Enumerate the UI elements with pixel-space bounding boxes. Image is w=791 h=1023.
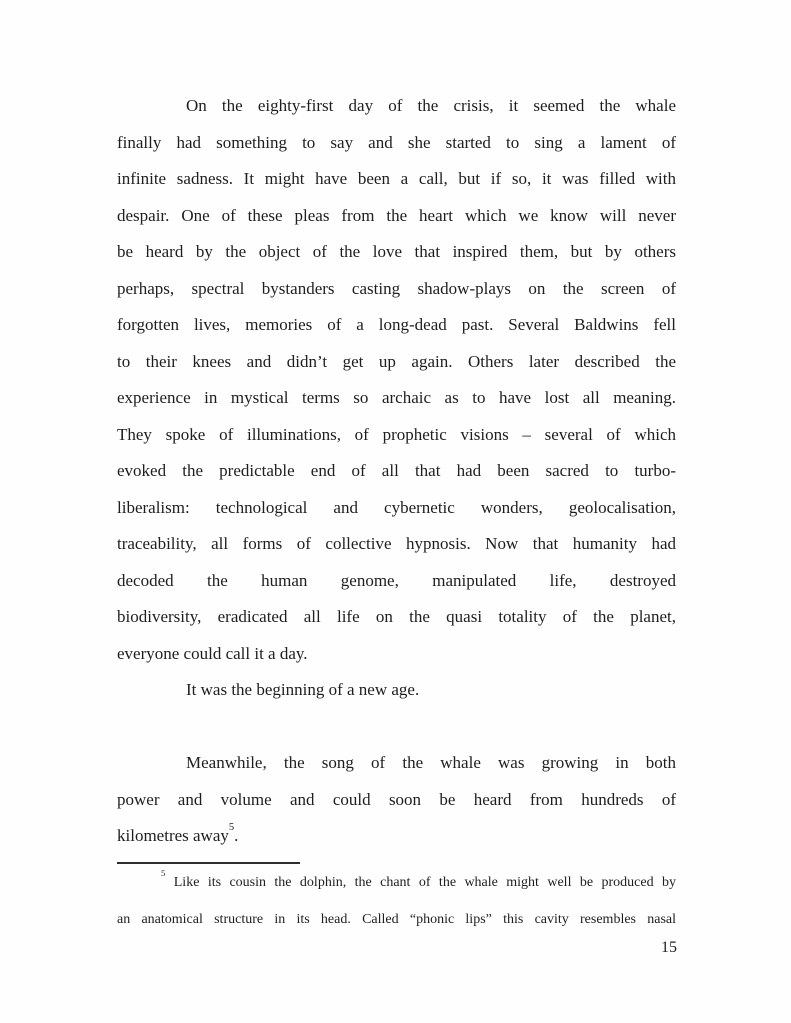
footnote-marker-5: 5	[161, 867, 166, 878]
text-line: infinite sadness. It might have been a call, but if so, it was filled with	[117, 169, 676, 188]
text-line: be heard by the object of the love that inspired them, but by others	[117, 242, 676, 261]
text-line: biodiversity, eradicated all life on the quasi totality of the planet,	[117, 607, 676, 626]
footnote-line	[117, 864, 676, 901]
text-line: They spoke of illuminations, of prophetic visions – several of which	[117, 424, 676, 444]
text-line	[117, 818, 676, 855]
text-line: On the eighty-first day of the crisis, it seemed the whale	[186, 96, 676, 115]
footnote-text-segment: Like its cousin the dolphin, the chant of the whale might well be produced by	[165, 874, 676, 890]
text-line: perhaps, spectral bystanders casting shadow-plays on the screen of	[117, 278, 676, 298]
text-line: evoked the predictable end of all that had been sacred to turbo-	[117, 461, 676, 480]
paragraph-3	[117, 745, 676, 855]
text-line: everyone could call it a day.	[117, 643, 308, 663]
paragraph-1	[117, 88, 676, 672]
page-body	[117, 88, 676, 938]
text-segment: .	[234, 826, 239, 845]
page-number: 15	[661, 939, 677, 956]
text-segment: kilometres away	[117, 826, 229, 845]
text-line: despair. One of these pleas from the heart which we know will never	[117, 205, 676, 225]
text-line: decoded the human genome, manipulated life, destroyed	[117, 570, 676, 590]
text-line: experience in mystical terms so archaic as to have lost all meaning.	[117, 388, 676, 407]
footnote-line: an anatomical structure in its head. Called “phonic lips” this cavity resembles nasal	[117, 911, 676, 927]
text-line: Meanwhile, the song of the whale was growing in both	[186, 753, 676, 772]
text-line: liberalism: technological and cybernetic wonders, geolocalisation,	[117, 497, 676, 517]
blank-line	[117, 709, 676, 746]
paragraph-2	[117, 672, 676, 709]
text-line: power and volume and could soon be heard from hundreds of	[117, 789, 676, 809]
text-line: It was the beginning of a new age.	[186, 680, 420, 699]
footnote	[117, 864, 676, 938]
text-line: to their knees and didn’t get up again. Others later described the	[117, 351, 676, 371]
footnote-reference-5: 5	[228, 821, 235, 833]
text-line: finally had something to say and she started to sing a lament of	[117, 132, 676, 152]
text-line: forgotten lives, memories of a long-dead past. Several Baldwins fell	[117, 315, 676, 334]
text-line: traceability, all forms of collective hypnosis. Now that humanity had	[117, 534, 676, 553]
